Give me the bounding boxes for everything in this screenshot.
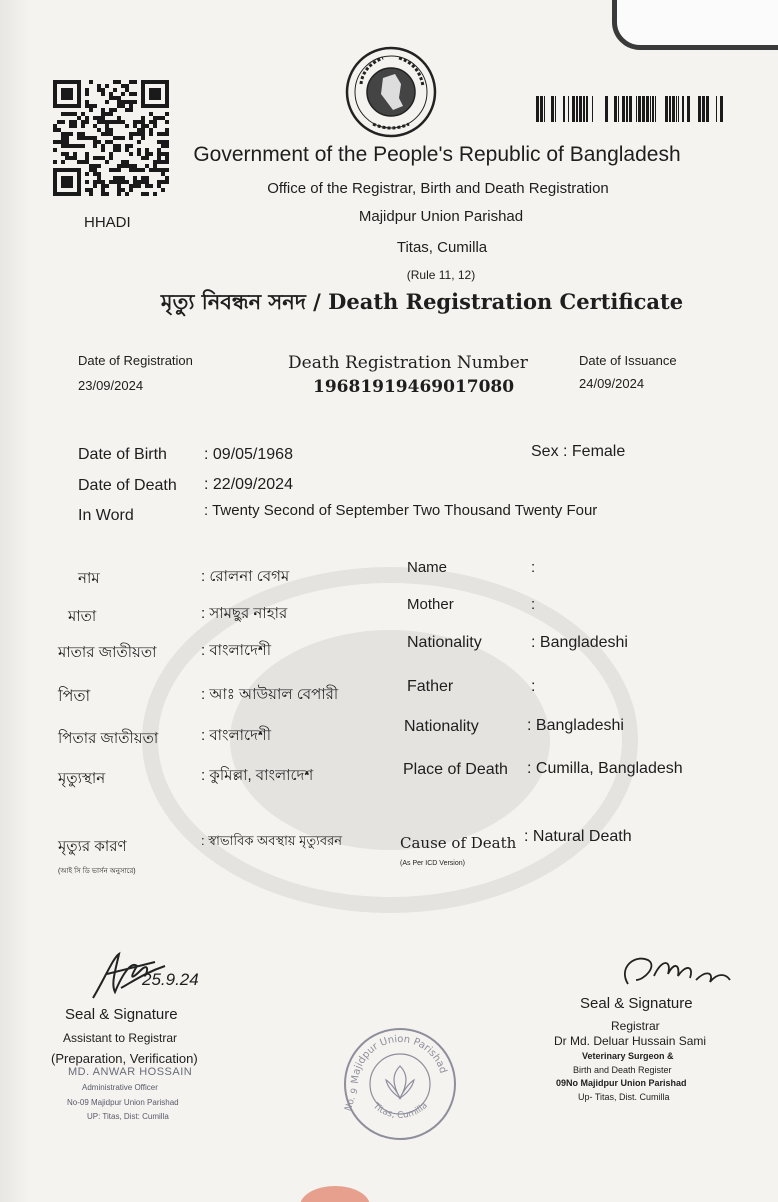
father-bn-label: পিতা <box>58 688 91 705</box>
seal-top-text: Majidpur Union Parishad <box>349 1033 449 1085</box>
date-of-issuance-value: 24/09/2024 <box>579 376 645 391</box>
registration-number-value: 19681919469017080 <box>313 377 515 397</box>
date-of-death-label: Date of Death <box>78 477 177 494</box>
cause-of-death-bn-note: (আই সি ডি ভার্সন অনুসারে) <box>58 868 136 875</box>
mother-bn-value: : সামছুর নাহার <box>201 605 288 622</box>
name-bn-value: : রোলনা বেগম <box>201 568 290 585</box>
registrar-role: Registrar <box>611 1019 660 1033</box>
assistant-stamp-name: MD. ANWAR HOSSAIN <box>68 1066 193 1078</box>
in-word-label: In Word <box>78 507 134 524</box>
registrar-detail-line4: Up- Titas, Dist. Cumilla <box>578 1092 670 1102</box>
father-nationality-en-label: Nationality <box>404 718 479 735</box>
location-title: Titas, Cumilla <box>396 239 488 256</box>
father-nationality-en-value: : Bangladeshi <box>527 717 624 734</box>
union-parishad-seal-icon <box>340 1024 460 1144</box>
date-of-issuance-label: Date of Issuance <box>579 353 677 368</box>
date-of-birth-label: Date of Birth <box>78 446 167 463</box>
name-en-label: Name <box>407 559 448 576</box>
date-of-registration-value: 23/09/2024 <box>78 378 144 393</box>
cause-of-death-en-value: : Natural Death <box>524 828 632 845</box>
assistant-stamp-line3: UP: Titas, Dist: Cumilla <box>87 1112 169 1121</box>
father-nationality-bn-value: : বাংলাদেশী <box>201 727 272 744</box>
rule-reference: (Rule 11, 12) <box>406 268 476 282</box>
father-bn-value: : আঃ আউয়াল বেপারী <box>201 686 339 703</box>
date-of-birth-value: : 09/05/1968 <box>204 446 293 463</box>
assistant-signature-date: 25.9.24 <box>142 970 199 989</box>
registrar-detail-line2: Birth and Death Register <box>573 1065 672 1075</box>
government-title: Government of the People's Republic of Bangladesh <box>193 143 681 166</box>
government-emblem-icon <box>343 44 439 140</box>
cause-of-death-en-label: Cause of Death <box>400 834 517 852</box>
mother-en-label: Mother <box>407 596 454 613</box>
place-of-death-en-label: Place of Death <box>403 761 508 778</box>
qr-code-icon <box>52 80 170 196</box>
cause-of-death-en-note: (As Per ICD Version) <box>400 860 465 867</box>
registrar-detail-line1: Veterinary Surgeon & <box>582 1051 674 1061</box>
union-parishad-title: Majidpur Union Parishad <box>358 208 524 225</box>
father-en-value: : <box>531 678 536 695</box>
assistant-role-detail: (Preparation, Verification) <box>51 1051 198 1066</box>
registrar-name: Dr Md. Deluar Hussain Sami <box>554 1034 707 1048</box>
mother-nationality-en-label: Nationality <box>407 634 482 651</box>
mother-nationality-en-value: : Bangladeshi <box>531 634 628 651</box>
date-of-death-value: : 22/09/2024 <box>204 476 293 493</box>
in-word-value: : Twenty Second of September Two Thousand Twenty Four <box>204 502 598 519</box>
seal-left-text: No. 9 <box>343 1087 361 1113</box>
mother-en-value: : <box>531 596 536 613</box>
place-of-death-en-value: : Cumilla, Bangladesh <box>527 760 683 777</box>
place-of-death-bn-value: : কুমিল্লা, বাংলাদেশ <box>201 767 314 784</box>
svg-text:Titas, Cumilla <box>370 1101 430 1121</box>
left-seal-signature-label: Seal & Signature <box>65 1006 178 1023</box>
cause-of-death-bn-value: : স্বাভাবিক অবস্থায় মৃত্যুবরন <box>201 833 343 848</box>
name-en-value: : <box>531 559 536 576</box>
name-bn-label: নাম <box>78 570 100 587</box>
certificate-title: মৃত্যু নিবন্ধন সনদ / Death Registration Certificate <box>160 289 684 314</box>
right-seal-signature-label: Seal & Signature <box>580 995 693 1012</box>
mother-nationality-bn-label: মাতার জাতীয়তা <box>58 644 157 661</box>
mother-bn-label: মাতা <box>68 608 97 625</box>
barcode-icon <box>536 96 726 122</box>
assistant-stamp-line1: Administrative Officer <box>82 1083 158 1092</box>
qr-code-caption: HHADI <box>84 214 131 231</box>
father-en-label: Father <box>407 678 454 695</box>
assistant-stamp-line2: No-09 Majidpur Union Parishad <box>67 1098 179 1107</box>
registrar-detail-line3: 09No Majidpur Union Parishad <box>556 1078 687 1088</box>
assistant-role: Assistant to Registrar <box>63 1031 178 1045</box>
place-of-death-bn-label: মৃত্যুস্থান <box>58 770 106 787</box>
seal-bottom-text: Titas, Cumilla <box>370 1100 430 1121</box>
registration-number-label: Death Registration Number <box>288 353 528 373</box>
office-title: Office of the Registrar, Birth and Death Registration <box>267 180 609 197</box>
finger-in-photo <box>300 1186 370 1202</box>
sex-value: Sex : Female <box>531 443 626 460</box>
cause-of-death-bn-label: মৃত্যুর কারণ <box>58 838 127 855</box>
date-of-registration-label: Date of Registration <box>78 353 193 368</box>
photo-corner-object <box>612 0 778 50</box>
father-nationality-bn-label: পিতার জাতীয়তা <box>58 730 159 747</box>
mother-nationality-bn-value: : বাংলাদেশী <box>201 642 272 659</box>
